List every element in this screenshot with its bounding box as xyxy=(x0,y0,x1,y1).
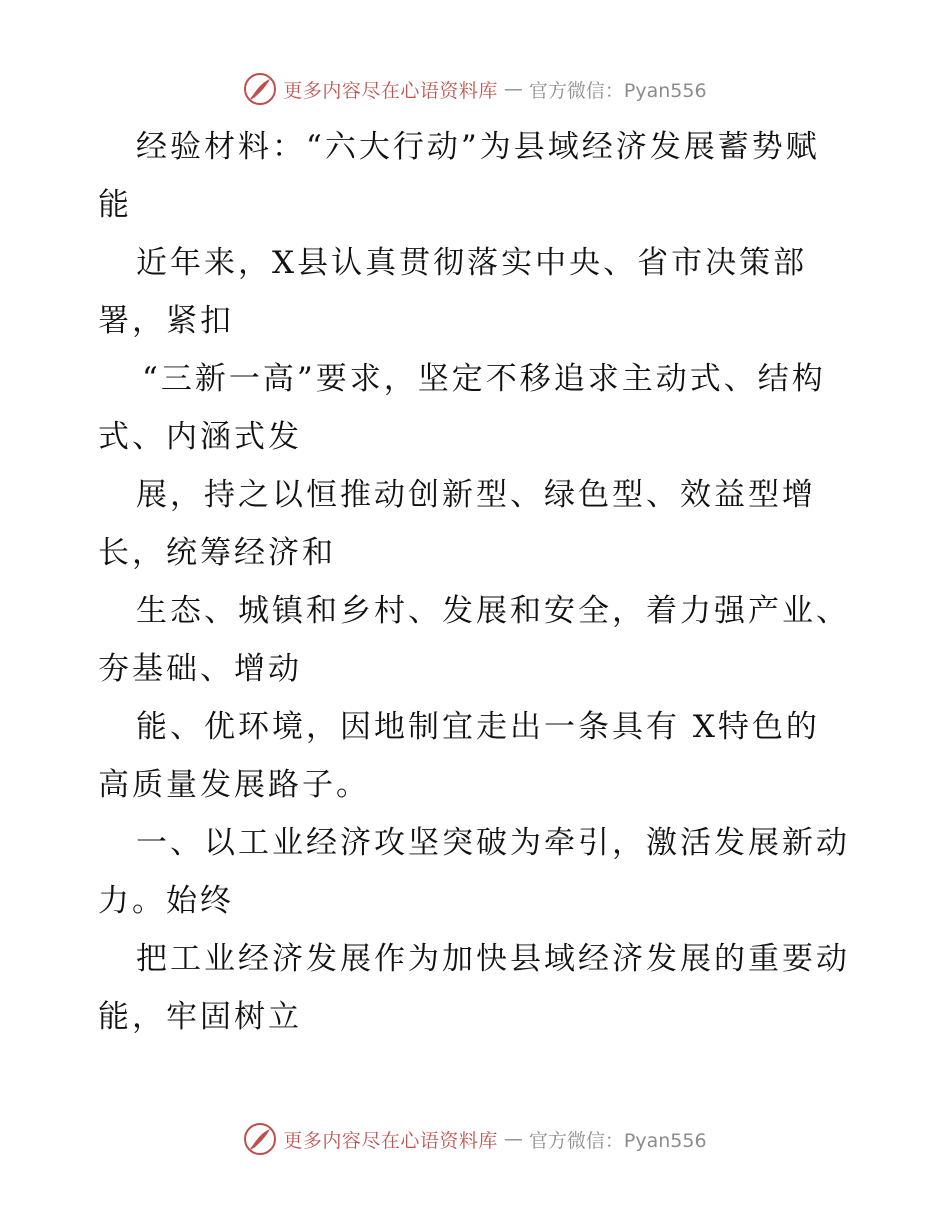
paragraph-line: 高质量发展路子。 xyxy=(98,767,370,803)
title-line-2: 能 xyxy=(98,187,132,223)
section-heading-line: 一、以工业经济攻坚突破为牵引，激活发展新动 xyxy=(136,825,850,861)
footer-watermark xyxy=(0,1122,950,1156)
watermark-brand-text: 更多内容尽在心语资料库 xyxy=(283,79,498,102)
watermark-contact-text: 官方微信：Pyan556 xyxy=(528,1129,707,1152)
document-body xyxy=(98,118,858,1046)
watermark-brand-text: 更多内容尽在心语资料库 xyxy=(283,1129,498,1152)
paragraph-line: 生态、城镇和乡村、发展和安全，着力强产业、 xyxy=(136,593,850,629)
paragraph-line: 力。始终 xyxy=(98,883,234,919)
feather-pen-logo-icon xyxy=(243,1122,277,1156)
watermark-separator: — xyxy=(503,1128,523,1150)
paragraph-line: 长，统筹经济和 xyxy=(98,535,336,571)
paragraph-line: 式、内涵式发 xyxy=(98,419,302,455)
paragraph-line: 夯基础、增动 xyxy=(98,651,302,687)
paragraph-line: 署，紧扣 xyxy=(98,303,234,339)
paragraph-line: 把工业经济发展作为加快县域经济发展的重要动 xyxy=(136,941,850,977)
paragraph-line: 能，牢固树立 xyxy=(98,999,302,1035)
paragraph-line: “三新一高”要求，坚定不移追求主动式、结构 xyxy=(142,361,826,397)
paragraph-line: 展，持之以恒推动创新型、绿色型、效益型增 xyxy=(136,477,816,513)
feather-pen-logo-icon xyxy=(243,72,277,106)
paragraph-line: 能、优环境，因地制宜走出一条具有 X特色的 xyxy=(136,709,820,745)
header-watermark xyxy=(0,72,950,106)
paragraph-line: 近年来，X县认真贯彻落实中央、省市决策部 xyxy=(136,245,808,281)
title-line-1: 经验材料：“六大行动”为县域经济发展蓄势赋 xyxy=(136,129,820,165)
watermark-separator: — xyxy=(503,78,523,100)
watermark-contact-text: 官方微信：Pyan556 xyxy=(528,79,707,102)
